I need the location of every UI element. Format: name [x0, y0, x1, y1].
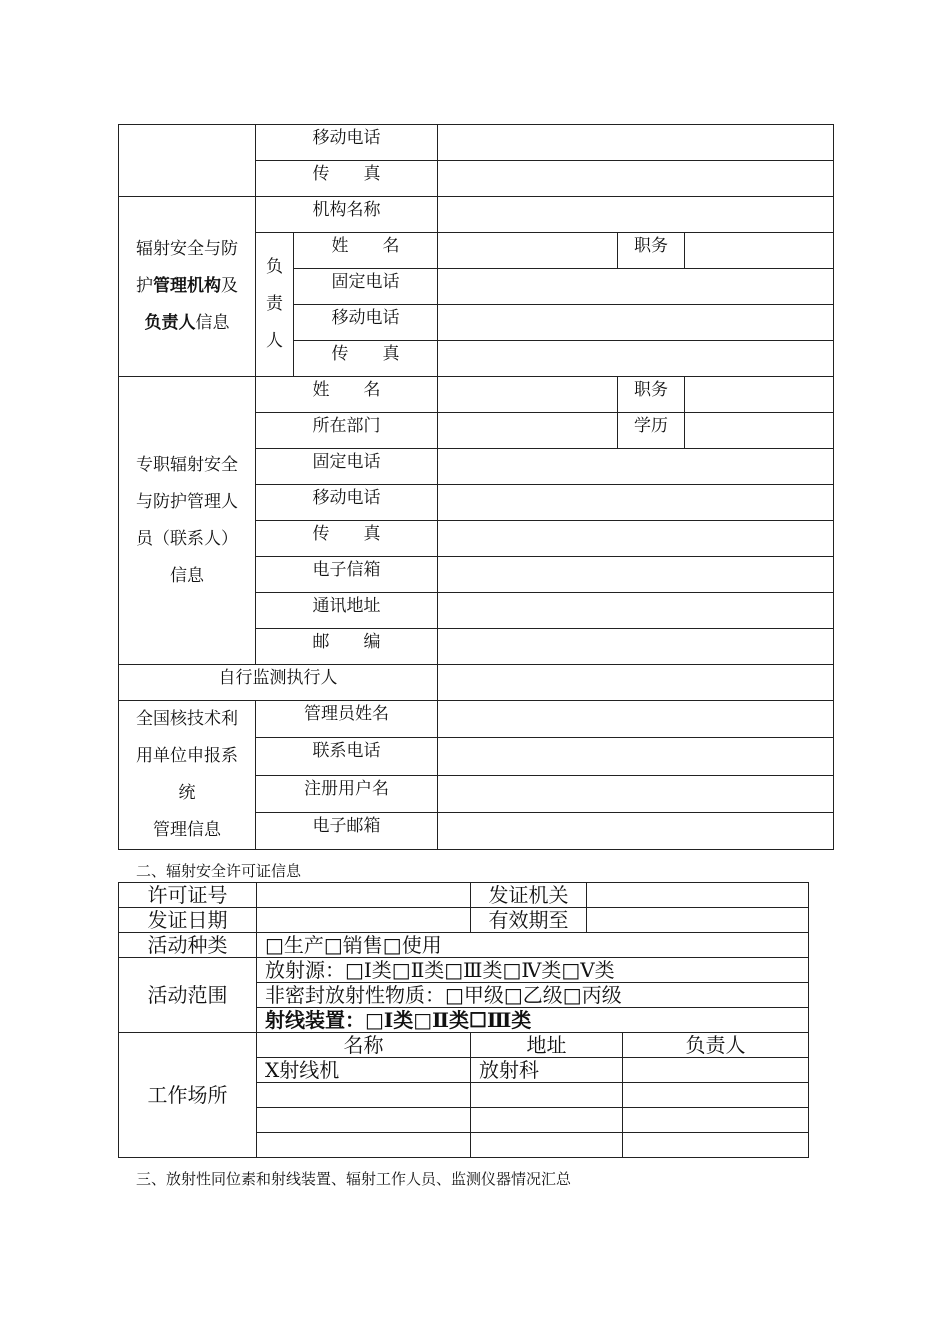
valid-until-label: 有效期至 — [471, 908, 587, 933]
contact-address-value[interactable] — [438, 593, 834, 629]
valid-until-value[interactable] — [587, 908, 809, 933]
nat-email-value[interactable] — [438, 812, 834, 849]
national-system-group-label — [119, 701, 256, 850]
head-landline-label: 固定电话 — [294, 269, 438, 305]
activity-type-label: 活动种类 — [119, 933, 257, 958]
contact-fax-value[interactable] — [438, 521, 834, 557]
license-table — [118, 882, 809, 1158]
head-fax-label: 传 真 — [294, 341, 438, 377]
fax-value[interactable] — [438, 161, 834, 197]
workplace-name[interactable] — [257, 1108, 471, 1133]
mgmt-org-group-label — [119, 197, 256, 377]
license-no-label: 许可证号 — [119, 883, 257, 908]
contact-line-3: 员（联系人） — [136, 528, 238, 549]
head-mobile-label: 移动电话 — [294, 305, 438, 341]
self-monitor-label: 自行监测执行人 — [119, 665, 438, 701]
admin-name-value[interactable] — [438, 701, 834, 738]
contact-postcode-value[interactable] — [438, 629, 834, 665]
activity-type-options[interactable]: □生产□销售□使用 — [257, 933, 809, 958]
head-position-value[interactable] — [685, 233, 834, 269]
workplace-label: 工作场所 — [119, 1033, 257, 1158]
mobile-label: 移动电话 — [256, 125, 438, 161]
nat-line-3: 统 — [178, 783, 196, 803]
issuer-label: 发证机关 — [471, 883, 587, 908]
admin-name-label: 管理员姓名 — [256, 701, 438, 738]
col-person-header: 负责人 — [623, 1033, 809, 1058]
activity-scope-label: 活动范围 — [119, 958, 257, 1033]
license-no-value[interactable] — [257, 883, 471, 908]
head-position-label: 职务 — [618, 233, 685, 269]
self-monitor-value[interactable] — [438, 665, 834, 701]
workplace-address[interactable]: 放射科 — [471, 1058, 623, 1083]
head-landline-value[interactable] — [438, 269, 834, 305]
head-mobile-value[interactable] — [438, 305, 834, 341]
workplace-person[interactable] — [623, 1108, 809, 1133]
nat-line-4: 管理信息 — [153, 820, 221, 840]
fuzeren-label — [256, 233, 294, 377]
contact-postcode-label: 邮 编 — [256, 629, 438, 665]
contact-mobile-value[interactable] — [438, 485, 834, 521]
workplace-name[interactable] — [257, 1133, 471, 1158]
issue-date-value[interactable] — [257, 908, 471, 933]
workplace-address[interactable] — [471, 1083, 623, 1108]
contact-education-value[interactable] — [685, 413, 834, 449]
workplace-address[interactable] — [471, 1133, 623, 1158]
issuer-value[interactable] — [587, 883, 809, 908]
section-3-title: 三、放射性同位素和射线装置、辐射工作人员、监测仪器情况汇总 — [136, 1170, 572, 1188]
contact-email-label: 电子信箱 — [256, 557, 438, 593]
scope-source-options[interactable]: 放射源：□Ⅰ类□Ⅱ类□Ⅲ类□Ⅳ类□Ⅴ类 — [257, 958, 809, 983]
group-line-2a: 护 — [136, 276, 153, 296]
contact-group-label — [119, 377, 256, 665]
fuzeren-char-3: 人 — [266, 331, 283, 351]
workplace-person[interactable] — [623, 1058, 809, 1083]
fuzeren-char-1: 负 — [266, 257, 283, 277]
head-name-label: 姓 名 — [294, 233, 438, 269]
contact-landline-label: 固定电话 — [256, 449, 438, 485]
contact-position-value[interactable] — [685, 377, 834, 413]
fuzeren-char-2: 责 — [266, 294, 283, 314]
scope-device-class3: ☐Ⅲ类 — [469, 1008, 532, 1032]
contact-mobile-label: 移动电话 — [256, 485, 438, 521]
workplace-person[interactable] — [623, 1133, 809, 1158]
group-line-3a: 负责人 — [144, 313, 196, 333]
contact-landline-value[interactable] — [438, 449, 834, 485]
issue-date-label: 发证日期 — [119, 908, 257, 933]
contact-dept-label: 所在部门 — [256, 413, 438, 449]
nat-line-2: 用单位申报系 — [136, 746, 238, 766]
contact-name-value[interactable] — [438, 377, 618, 413]
contact-email-value[interactable] — [438, 557, 834, 593]
nat-phone-label: 联系电话 — [256, 738, 438, 775]
scope-material-options[interactable]: 非密封放射性物质：□甲级□乙级□丙级 — [257, 983, 809, 1008]
contact-position-label: 职务 — [618, 377, 685, 413]
group-line-3b: 信息 — [195, 313, 230, 333]
org-name-value[interactable] — [438, 197, 834, 233]
nat-username-label: 注册用户名 — [256, 775, 438, 812]
col-address-header: 地址 — [471, 1033, 623, 1058]
scope-device-text: 射线装置：□Ⅰ类□Ⅱ类 — [265, 1008, 470, 1032]
group-line-1: 辐射安全与防 — [136, 239, 238, 259]
col-name-header: 名称 — [257, 1033, 471, 1058]
org-name-label: 机构名称 — [256, 197, 438, 233]
workplace-name[interactable] — [257, 1083, 471, 1108]
contact-line-2: 与防护管理人 — [136, 491, 238, 512]
contact-fax-label: 传 真 — [256, 521, 438, 557]
contact-education-label: 学历 — [618, 413, 685, 449]
group-line-2c: 及 — [221, 276, 238, 296]
mobile-value[interactable] — [438, 125, 834, 161]
group-line-2b: 管理机构 — [153, 276, 221, 296]
workplace-person[interactable] — [623, 1083, 809, 1108]
nat-username-value[interactable] — [438, 775, 834, 812]
org-info-table — [118, 124, 834, 850]
contact-line-1: 专职辐射安全 — [136, 454, 238, 475]
blank-group-cell — [119, 125, 256, 197]
scope-device-options[interactable] — [257, 1008, 809, 1033]
nat-line-1: 全国核技术利 — [136, 709, 238, 729]
head-name-value[interactable] — [438, 233, 618, 269]
workplace-address[interactable] — [471, 1108, 623, 1133]
contact-dept-value[interactable] — [438, 413, 618, 449]
contact-address-label: 通讯地址 — [256, 593, 438, 629]
contact-name-label: 姓 名 — [256, 377, 438, 413]
contact-line-4: 信息 — [170, 565, 204, 586]
fax-label: 传 真 — [256, 161, 438, 197]
workplace-name[interactable]: X射线机 — [257, 1058, 471, 1083]
nat-email-label: 电子邮箱 — [256, 812, 438, 849]
head-fax-value[interactable] — [438, 341, 834, 377]
nat-phone-value[interactable] — [438, 738, 834, 775]
section-2-title: 二、辐射安全许可证信息 — [136, 862, 302, 880]
